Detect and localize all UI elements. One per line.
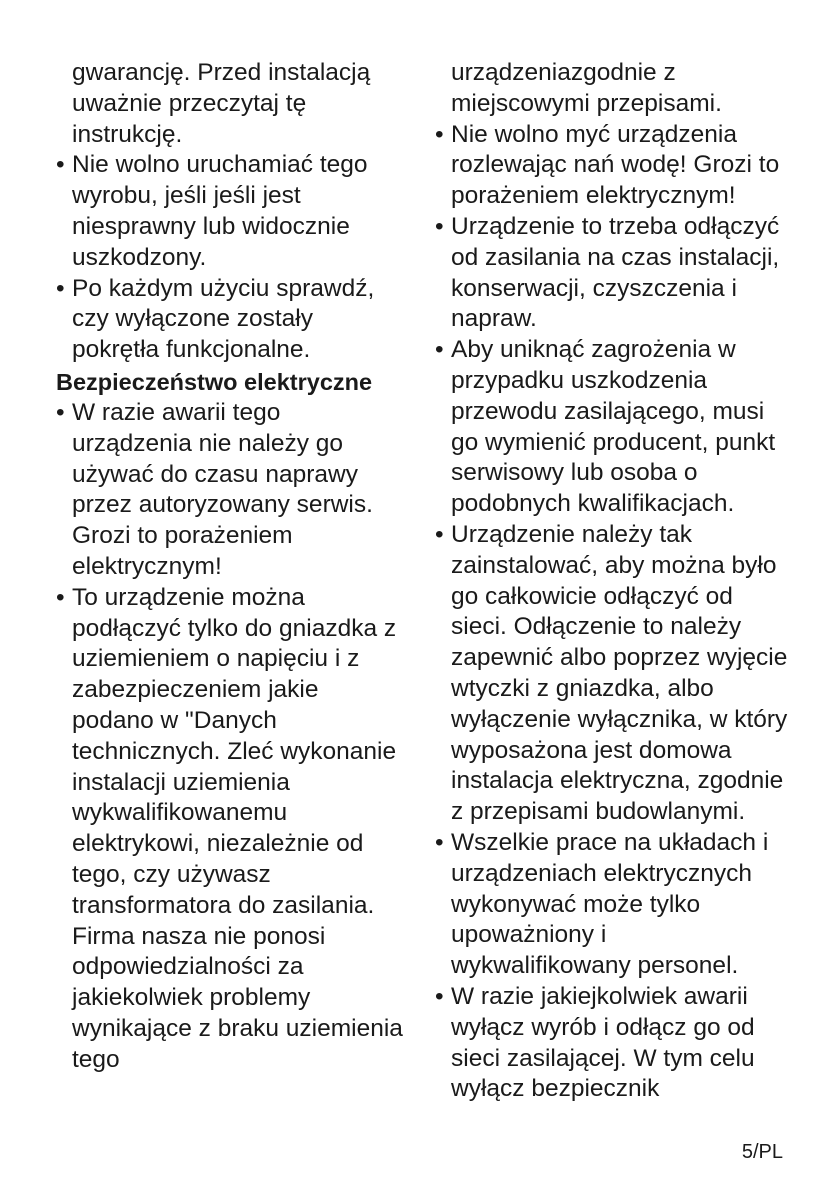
list-item: • W razie jakiejkolwiek awarii wyłącz wyrób i odłącz go od sieci zasilającej. W tym celu wyłącz bezpiecznik xyxy=(435,982,790,1105)
section-heading: Bezpieczeństwo elektryczne xyxy=(56,368,373,395)
list-item: • Urządzenie należy tak zainstalować, aby można było go całkowicie odłączyć od sieci. Odłączenie to należy zapewnić albo poprzez wyjęcie wtyczki z gniazdka, albo wyłączenie wyłącznika, w który wyposażona jest domowa instalacja elektryczna, zgodnie z przepisami budowlanymi. xyxy=(435,520,790,828)
list-item: • Po każdym użyciu sprawdź, czy wyłączone zostały pokrętła funkcjonalne. xyxy=(56,274,406,366)
list-item: • Aby uniknąć zagrożenia w przypadku uszkodzenia przewodu zasilającego, musi go wymienić producent, punkt serwisowy lub osoba o podobnych kwalifikacjach. xyxy=(435,335,790,520)
intro-text: gwarancję. Przed instalacją uważnie przeczytaj tę instrukcję. xyxy=(72,59,371,148)
right-column xyxy=(435,58,790,1105)
list-item: • To urządzenie można podłączyć tylko do gniazdka z uziemieniem o napięciu i z zabezpieczeniem jakie podano w "Danych technicznych. Zleć wykonanie instalacji uziemienia wykwalifikowanemu elektrykowi, niezależnie od tego, czy używasz transformatora do zasilania. Firma nasza nie ponosi odpowiedzialności za jakiekolwiek problemy wynikające z braku uziemienia tego xyxy=(56,583,406,1076)
list-item: • Nie wolno uruchamiać tego wyrobu, jeśli jeśli jest niesprawny lub widocznie uszkodzony. xyxy=(56,150,406,273)
list-item: • W razie awarii tego urządzenia nie należy go używać do czasu naprawy przez autoryzowany serwis. Grozi to porażeniem elektrycznym! xyxy=(56,398,406,583)
bullet-list-top xyxy=(56,150,406,366)
continuation-text: urządzeniazgodnie z miejscowymi przepisami. xyxy=(451,59,722,117)
bullet-list-electrical xyxy=(56,398,406,1076)
list-item: • Wszelkie prace na układach i urządzeniach elektrycznych wykonywać może tylko upoważniony i wykwalifikowany personel. xyxy=(435,828,790,982)
left-column xyxy=(56,58,406,1076)
bullet-list-right xyxy=(435,120,790,1106)
list-item: • Nie wolno myć urządzenia rozlewając nań wodę! Grozi to porażeniem elektrycznym! xyxy=(435,120,790,212)
page-number: 5/PL xyxy=(741,1141,783,1163)
list-item: • Urządzenie to trzeba odłączyć od zasilania na czas instalacji, konserwacji, czyszczenia i napraw. xyxy=(435,212,790,335)
